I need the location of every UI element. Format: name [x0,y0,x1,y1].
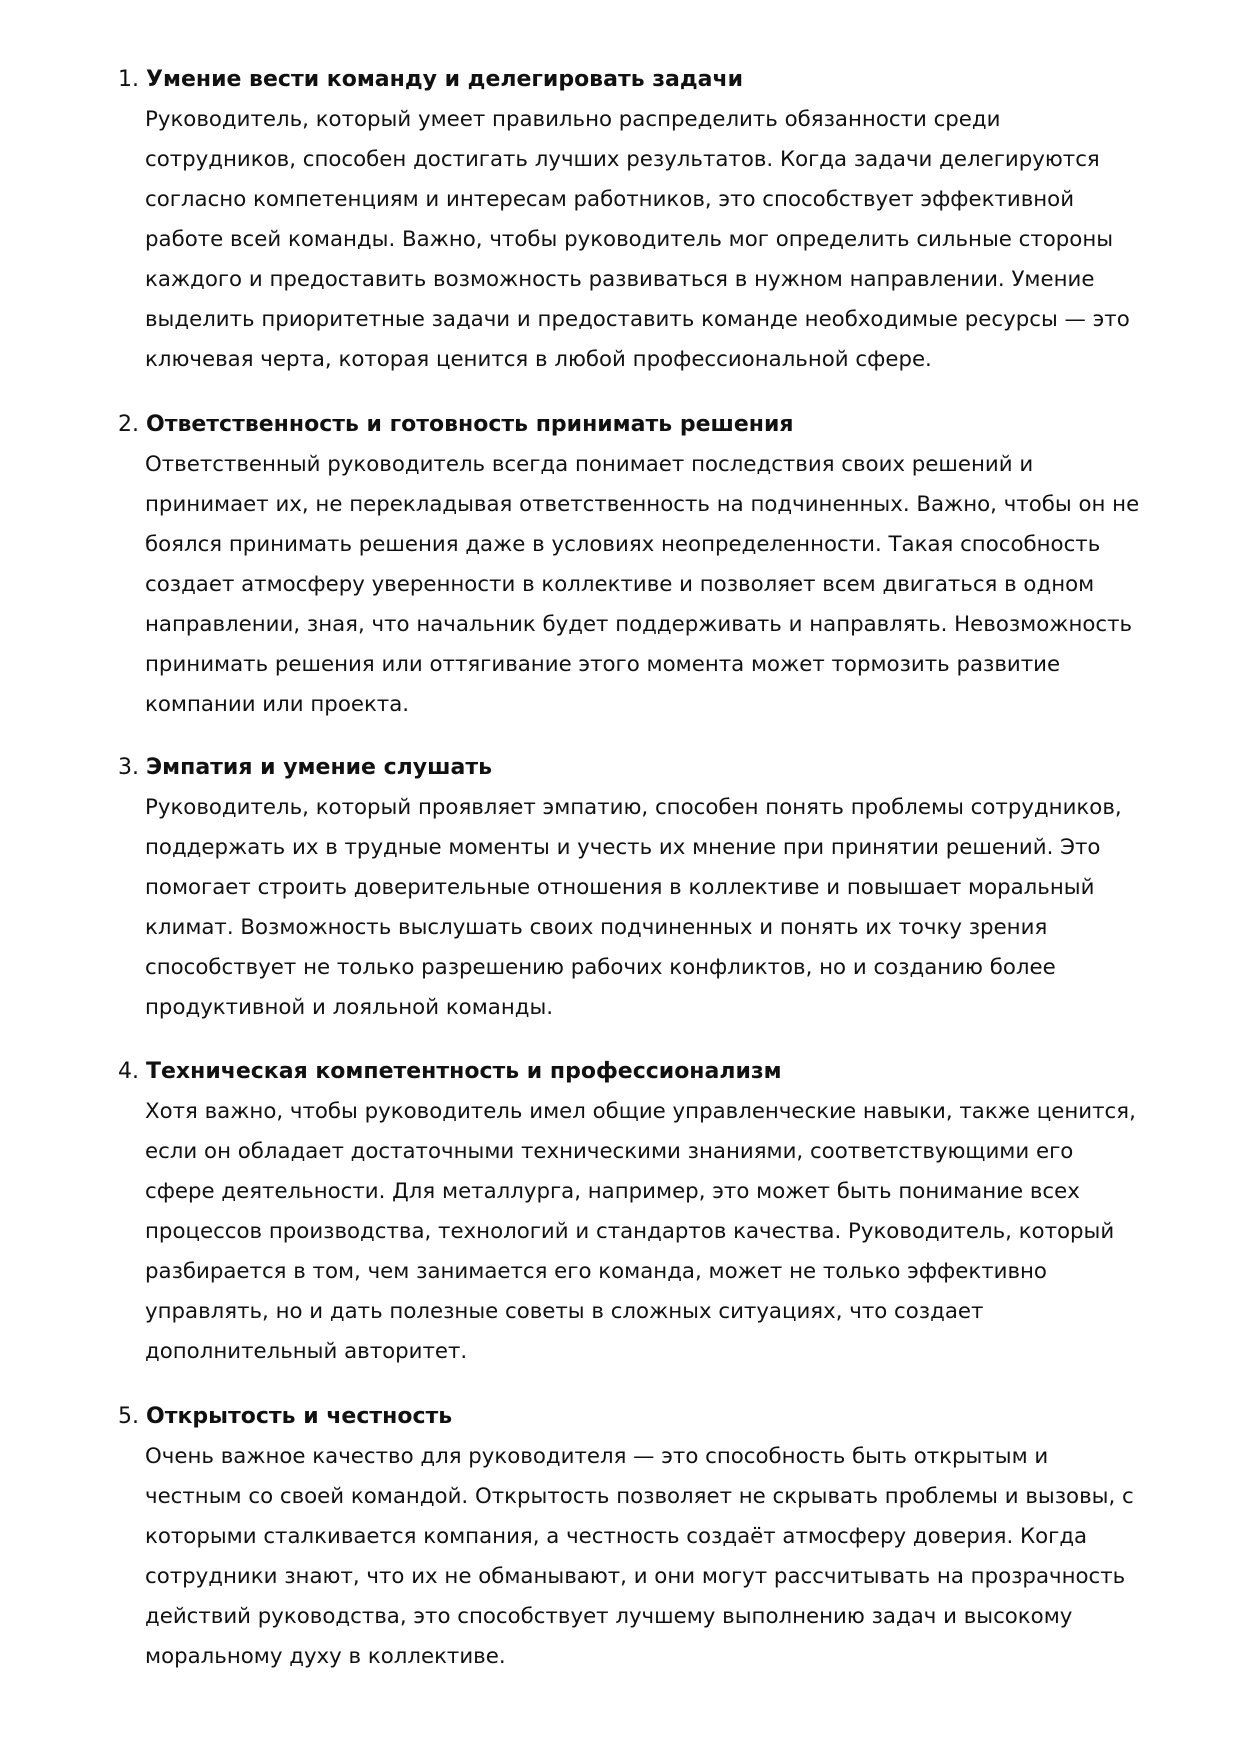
paragraph-line: ключевая черта, которая ценится в любой профессиональной сфере. [145,347,932,372]
item-paragraph [145,100,1155,380]
item-heading [118,405,1178,445]
paragraph-line: направлении, зная, что начальник будет поддерживать и направлять. Невозможность [145,612,1133,637]
item-number: 3. [118,755,139,780]
paragraph-line: Очень важное качество для руководителя — это способность быть открытым и [145,1444,1049,1469]
item-number: 4. [118,1059,139,1084]
item-title: Ответственность и готовность принимать решения [146,412,794,437]
item-title: Эмпатия и умение слушать [146,755,493,780]
paragraph-line: поддержать их в трудные моменты и учесть их мнение при принятии решений. Это [145,835,1101,860]
list-item [118,1397,1178,1677]
paragraph-line: помогает строить доверительные отношения в коллективе и повышает моральный [145,875,1095,900]
paragraph-line: выделить приоритетные задачи и предоставить команде необходимые ресурсы — это [145,307,1130,332]
paragraph-line: моральному духу в коллективе. [145,1644,506,1669]
item-heading [118,748,1178,788]
paragraph-line: согласно компетенциям и интересам работников, это способствует эффективной [145,187,1075,212]
paragraph-line: Хотя важно, чтобы руководитель имел общие управленческие навыки, также ценится, [145,1099,1136,1124]
paragraph-line: работе всей команды. Важно, чтобы руководитель мог определить сильные стороны [145,227,1114,252]
item-number: 1. [118,67,139,92]
paragraph-line: создает атмосферу уверенности в коллективе и позволяет всем двигаться в одном [145,572,1095,597]
paragraph-line: компании или проекта. [145,692,410,717]
paragraph-line: каждого и предоставить возможность развиваться в нужном направлении. Умение [145,267,1095,292]
item-heading [118,60,1178,100]
paragraph-line: Руководитель, который умеет правильно распределить обязанности среди [145,107,1001,132]
paragraph-line: сотрудники знают, что их не обманывают, и они могут рассчитывать на прозрачность [145,1564,1126,1589]
item-title: Умение вести команду и делегировать задачи [146,67,744,92]
paragraph-line: которыми сталкивается компания, а честность создаёт атмосферу доверия. Когда [145,1524,1088,1549]
paragraph-line: Руководитель, который проявляет эмпатию, способен понять проблемы сотрудников, [145,795,1122,820]
item-heading [118,1397,1178,1437]
paragraph-line: честным со своей командой. Открытость позволяет не скрывать проблемы и вызовы, с [145,1484,1134,1509]
paragraph-line: Ответственный руководитель всегда понимает последствия своих решений и [145,452,1034,477]
paragraph-line: боялся принимать решения даже в условиях неопределенности. Такая способность [145,532,1101,557]
paragraph-line: сфере деятельности. Для металлурга, например, это может быть понимание всех [145,1179,1080,1204]
paragraph-line: разбирается в том, чем занимается его команда, может не только эффективно [145,1259,1047,1284]
item-heading [118,1052,1178,1092]
item-title: Техническая компетентность и профессионализм [146,1059,782,1084]
item-paragraph [145,788,1155,1028]
paragraph-line: сотрудников, способен достигать лучших результатов. Когда задачи делегируются [145,147,1100,172]
paragraph-line: управлять, но и дать полезные советы в сложных ситуациях, что создает [145,1299,984,1324]
paragraph-line: если он обладает достаточными техническими знаниями, соответствующими его [145,1139,1074,1164]
item-title: Открытость и честность [146,1404,453,1429]
item-paragraph [145,1092,1155,1372]
paragraph-line: климат. Возможность выслушать своих подчиненных и понять их точку зрения [145,915,1048,940]
paragraph-line: дополнительный авторитет. [145,1339,468,1364]
item-number: 2. [118,412,139,437]
list-item [118,405,1178,725]
paragraph-line: принимать решения или оттягивание этого момента может тормозить развитие [145,652,1061,677]
paragraph-line: продуктивной и лояльной команды. [145,995,554,1020]
item-number: 5. [118,1404,139,1429]
item-paragraph [145,1437,1155,1677]
list-item [118,60,1178,380]
paragraph-line: процессов производства, технологий и стандартов качества. Руководитель, который [145,1219,1115,1244]
paragraph-line: действий руководства, это способствует лучшему выполнению задач и высокому [145,1604,1073,1629]
list-item [118,1052,1178,1372]
paragraph-line: способствует не только разрешению рабочих конфликтов, но и созданию более [145,955,1056,980]
item-paragraph [145,445,1155,725]
list-item [118,748,1178,1028]
paragraph-line: принимает их, не перекладывая ответственность на подчиненных. Важно, чтобы он не [145,492,1140,517]
